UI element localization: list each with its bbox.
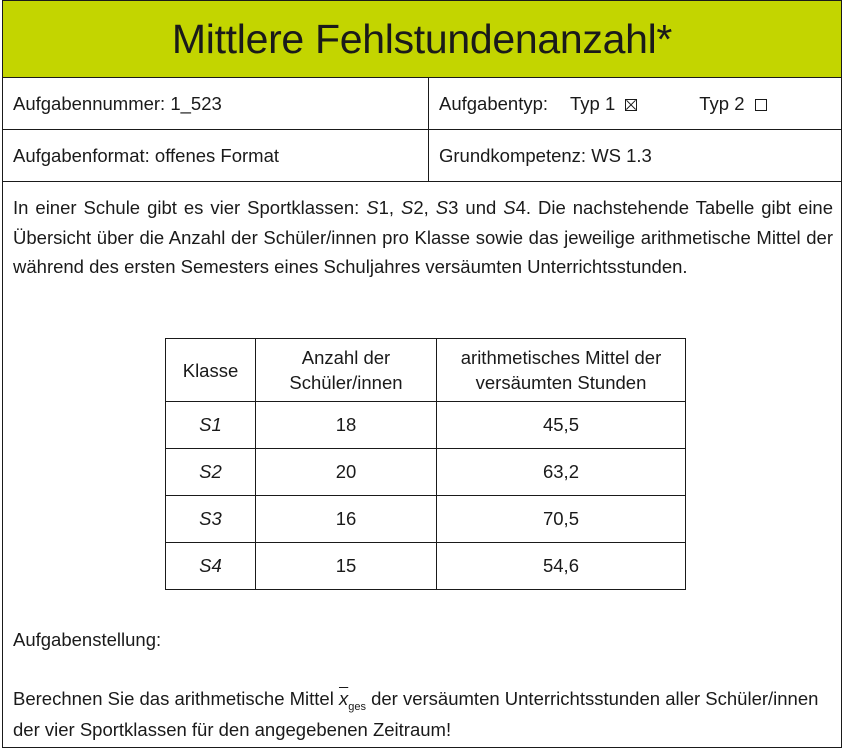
- cell-mittel: 70,5: [437, 496, 686, 543]
- typ1-label: Typ 1: [570, 92, 616, 114]
- data-table: [165, 338, 686, 590]
- aufgabenformat: Aufgabenformat: offenes Format: [3, 130, 429, 181]
- table-header-row: [166, 339, 686, 402]
- table-row: [166, 543, 686, 590]
- cell-mittel: 45,5: [437, 402, 686, 449]
- cell-anzahl: 18: [256, 402, 437, 449]
- typ2-checkbox-icon: [755, 99, 767, 111]
- title-bar: [3, 1, 841, 78]
- aufgabentyp-label: Aufgabentyp:: [439, 92, 549, 114]
- cell-klasse: S2: [166, 449, 256, 496]
- meta-row-2: [3, 130, 841, 182]
- aufgabentyp: [429, 78, 841, 129]
- table-row: [166, 402, 686, 449]
- typ1-checkbox-icon: [625, 99, 637, 111]
- mean-subscript: ges: [348, 701, 366, 713]
- header-mittel: arithmetisches Mittel der versäumten Stunden: [437, 339, 686, 402]
- header-anzahl: Anzahl der Schüler/innen: [256, 339, 437, 402]
- cell-klasse: S3: [166, 496, 256, 543]
- aufgabenstellung-heading: Aufgabenstellung:: [13, 629, 162, 650]
- meta-row-1: [3, 78, 841, 130]
- table-row: [166, 496, 686, 543]
- task-sheet: [2, 0, 842, 748]
- page-title: Mittlere Fehlstundenanzahl*: [171, 15, 673, 62]
- cell-anzahl: 16: [256, 496, 437, 543]
- table-row: [166, 449, 686, 496]
- aufgabennummer: Aufgabennummer: 1_523: [3, 78, 429, 129]
- cell-anzahl: 20: [256, 449, 437, 496]
- typ2-label: Typ 2: [699, 92, 745, 114]
- intro-text: In einer Schule gibt es vier Sportklassen: S1, S2, S3 und S4. Die nachstehende Tabelle gibt eine Übersicht über die Anzahl der Schüler/innen pro Klasse sowie das jeweilige arithmetische Mittel der während des ersten Semesters eines Schuljahres versäumten Unterrichtsstunden.: [13, 197, 834, 277]
- task-text: Berechnen Sie das arithmetische Mittel $\overline{x}_{ges}$ der versäumten Unterrichtsstunden aller Schüler/innen der vier Sportklassen für den angegebenen Zeitraum!: [13, 688, 819, 740]
- cell-mittel: 54,6: [437, 543, 686, 590]
- mean-symbol: $\overline{x}$: [338, 688, 349, 709]
- cell-klasse: S1: [166, 402, 256, 449]
- grundkompetenz: Grundkompetenz: WS 1.3: [439, 144, 652, 166]
- cell-mittel: 63,2: [437, 449, 686, 496]
- cell-klasse: S4: [166, 543, 256, 590]
- cell-anzahl: 15: [256, 543, 437, 590]
- header-klasse: Klasse: [166, 339, 256, 402]
